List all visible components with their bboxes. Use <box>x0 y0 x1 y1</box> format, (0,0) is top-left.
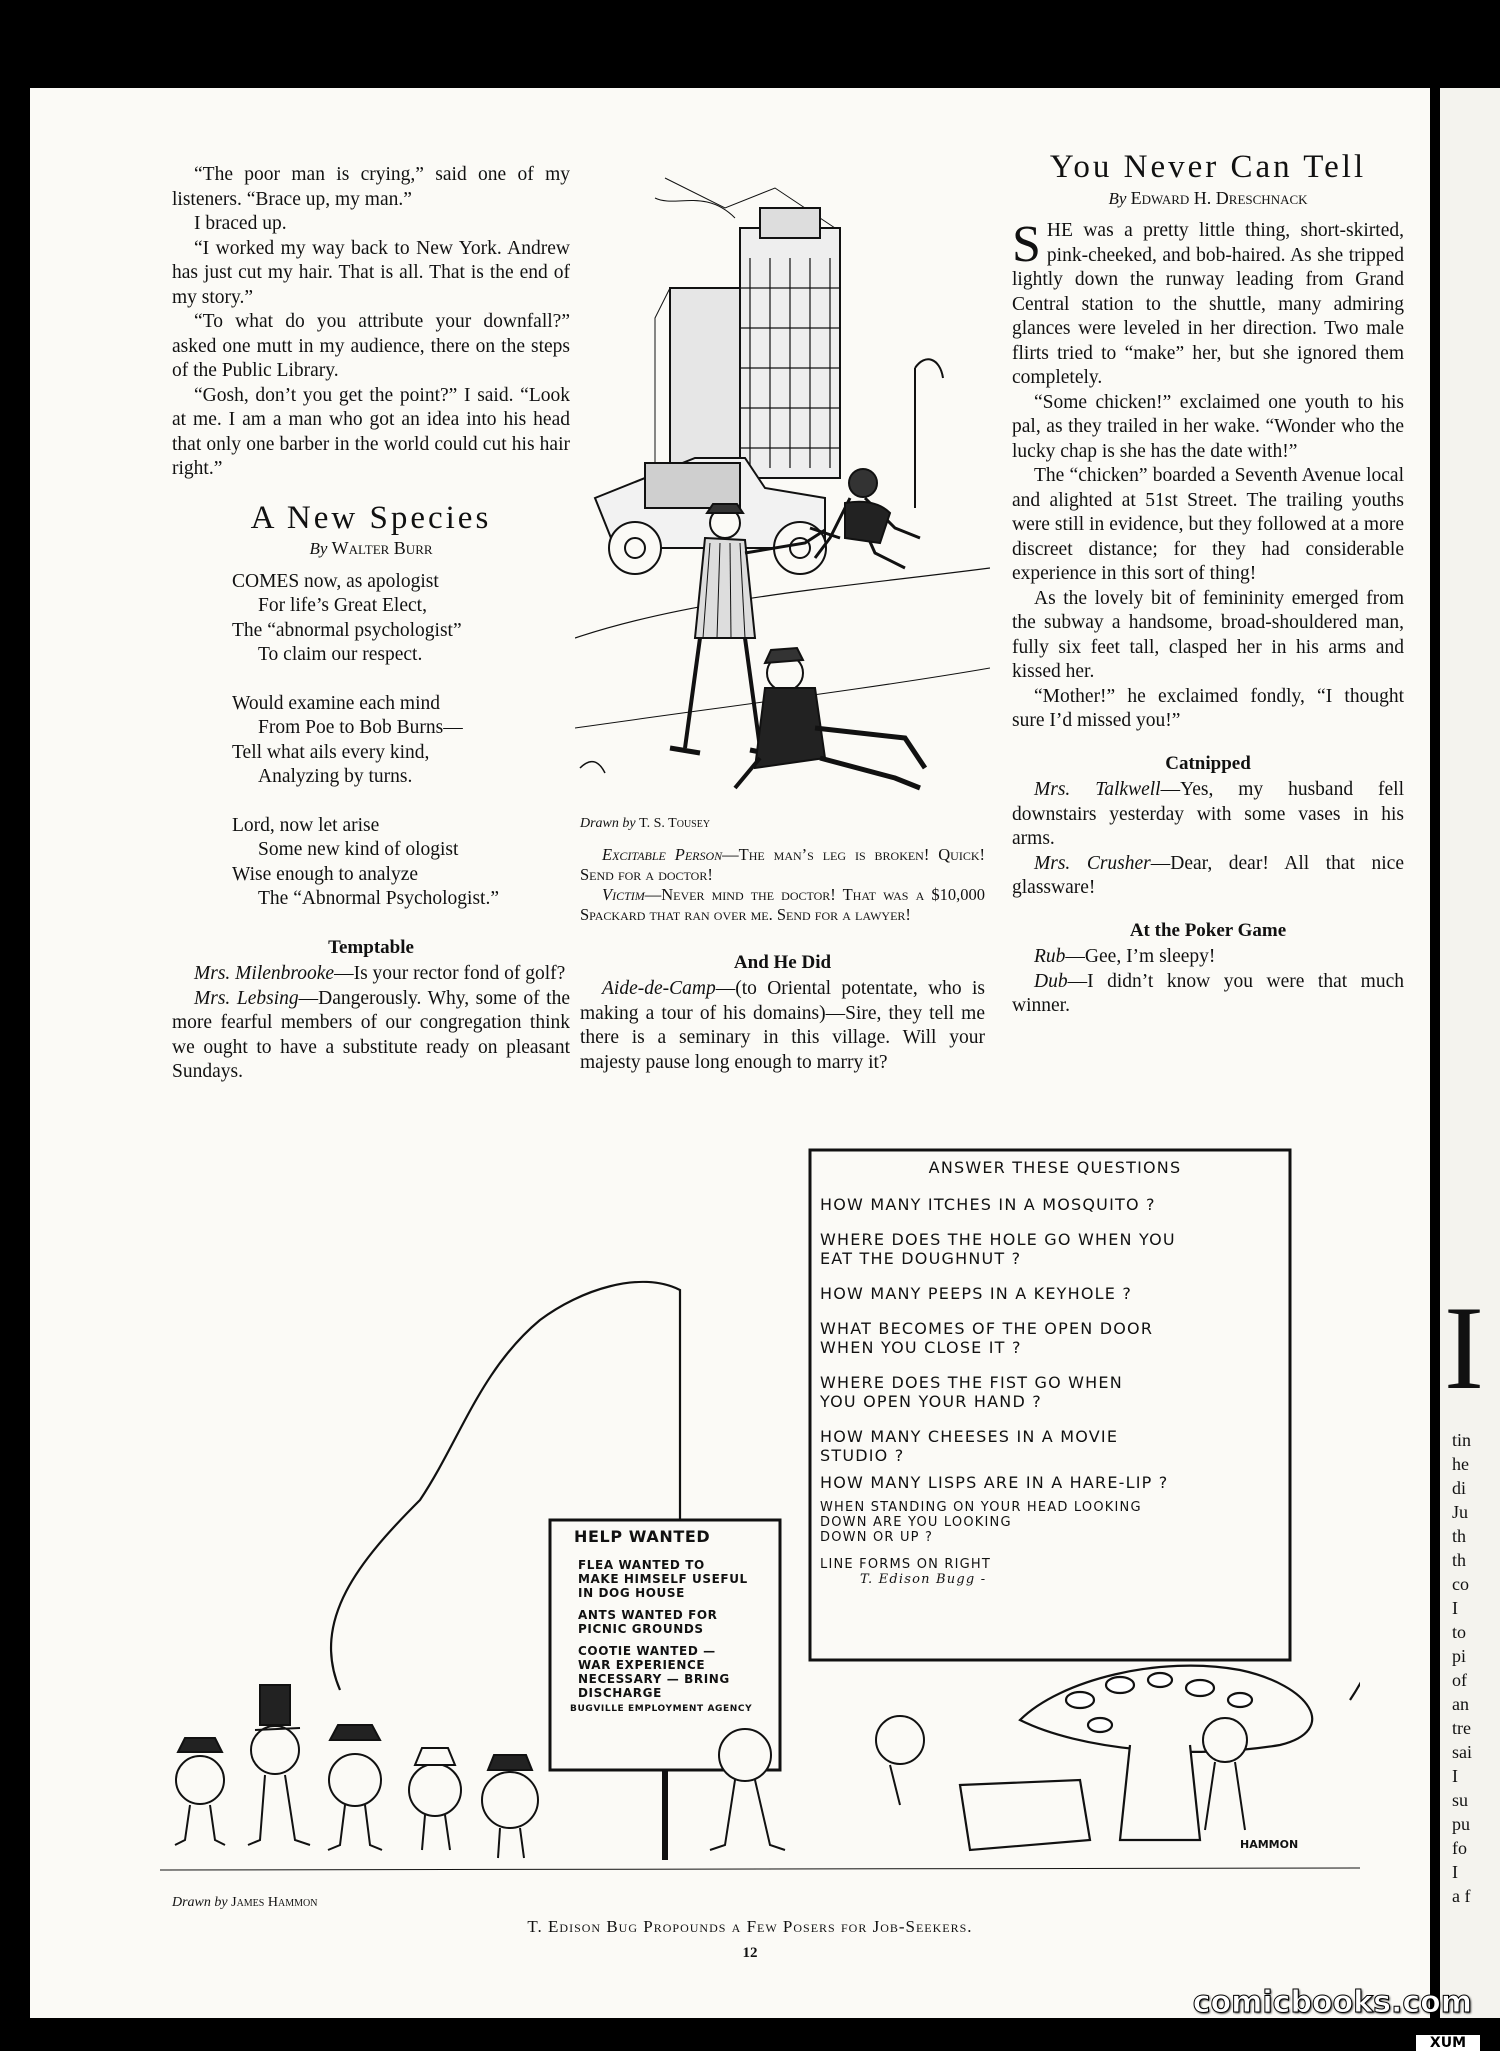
story-paragraph: “I worked my way back to New York. Andrew has just cut my hair. That is all. That is the end of my story.” <box>172 237 570 308</box>
story-paragraph: “To what do you attribute your downfall?” asked one mutt in my audience, there on the steps of the Public Library. <box>172 311 570 381</box>
questions-board <box>820 1158 1290 1587</box>
poem-line: Would examine each mind <box>232 692 440 714</box>
column-middle <box>580 812 985 1075</box>
column-left <box>172 163 570 1085</box>
artist-signature: HAMMON <box>1240 1838 1299 1851</box>
drop-cap: S <box>1012 216 1041 273</box>
poem-line: Tell what ails every kind, <box>232 741 430 763</box>
poem-title: A New Species <box>250 499 492 536</box>
site-watermark: comicbooks.com <box>1192 1985 1472 2020</box>
joke-title: At the Poker Game <box>1129 919 1287 941</box>
joke-line: Mrs. Talkwell—Yes, my husband fell downstairs yesterday with some vases in his arms. <box>1012 779 1404 849</box>
poem-line: Some new kind of ologist <box>258 839 459 860</box>
help-wanted-item: COOTIE WANTED — WAR EXPERIENCE NECESSARY — BRING DISCHARGE <box>578 1644 730 1700</box>
facing-page-text: tin he di Ju th th co I to pi of an tre sai I su pu fo I a f <box>1452 1430 1472 1906</box>
poem-stanza <box>172 570 570 668</box>
cartoon-caption: T. Edison Bug Propounds a Few Posers for Job-Seekers. <box>527 1917 973 1936</box>
question: HOW MANY ITCHES IN A MOSQUITO ? <box>820 1195 1156 1214</box>
story-title: You Never Can Tell <box>1049 149 1367 185</box>
joke-line: Rub—Gee, I’m sleepy! <box>1034 946 1216 967</box>
caption-line: Excitable Person—The man’s leg is broken! Quick! Send for a doctor! <box>580 844 985 884</box>
story-paragraph: “Some chicken!” exclaimed one youth to his pal, as they trailed in her wake. “Wonder who the lucky chap is she has the date with!” <box>1012 391 1404 462</box>
joke-line: Mrs. Lebsing—Dangerously. Why, some of the more fearful members of our congregation think we ought to have a substitute ready on pleasant Sundays. <box>172 987 571 1082</box>
line-forms-note: LINE FORMS ON RIGHT <box>820 1557 992 1572</box>
story-paragraph: “Gosh, don’t you get the point?” I said. “Look at me. I am a man who got an idea into his head that only one barber in the world could cut his hair right.” <box>172 384 570 479</box>
story-paragraph: “Mother!” he exclaimed fondly, “I thought sure I’d missed you!” <box>1012 685 1404 731</box>
question: WHERE DOES THE HOLE GO WHEN YOU EAT THE DOUGHNUT ? <box>820 1230 1176 1268</box>
poem-byline: By Walter Burr <box>309 538 433 558</box>
joke-line: Mrs. Milenbrooke—Is your rector fond of golf? <box>194 963 566 984</box>
poem-line: Analyzing by turns. <box>258 766 413 787</box>
help-wanted-item: FLEA WANTED TO MAKE HIMSELF USEFUL IN DOG HOUSE <box>578 1558 748 1600</box>
story-paragraph: “The poor man is crying,” said one of my listeners. “Brace up, my man.” <box>172 164 570 210</box>
joke-line: Dub—I didn’t know you were that much winner. <box>1012 970 1404 1016</box>
question: HOW MANY PEEPS IN A KEYHOLE ? <box>820 1284 1133 1303</box>
question: HOW MANY LISPS ARE IN A HARE-LIP ? <box>820 1473 1169 1492</box>
question: HOW MANY CHEESES IN A MOVIE STUDIO ? <box>820 1427 1119 1465</box>
poem-stanza <box>172 692 570 790</box>
facing-page-big-letter: I <box>1444 1281 1484 1414</box>
page-number: 12 <box>742 1945 758 1961</box>
poem-line: Wise enough to analyze <box>232 863 419 885</box>
story-paragraph: The “chicken” boarded a Seventh Avenue local and alighted at 51st Street. The trailing youths were still in evidence, but they followed at a more discreet distance; for they had considerable experience in this sort of thing! <box>1012 465 1404 584</box>
help-wanted-item: ANTS WANTED FOR PICNIC GROUNDS <box>578 1608 718 1636</box>
poem-stanza <box>172 814 570 912</box>
story-byline: By Edward H. Dreschnack <box>1108 187 1308 208</box>
help-wanted-sign <box>560 1527 775 1714</box>
cartoon-credit: Drawn by James Hammon <box>172 1895 318 1910</box>
story-paragraph: As the lovely bit of femininity emerged from the subway a handsome, broad-shouldered man, fully six feet tall, clasped her in his arms and kissed her. <box>1012 587 1404 682</box>
poem-line: The “Abnormal Psychologist.” <box>258 888 499 909</box>
question: WHERE DOES THE FIST GO WHEN YOU OPEN YOUR HAND ? <box>820 1373 1123 1411</box>
street-accident-illustration <box>575 168 990 808</box>
story-paragraph: SHE was a pretty little thing, short-skirted, pink-cheeked, and bob-haired. As she tripped lightly down the runway leading from Grand Central station to the shuttle, many admiring glances were leveled in her direction. Two male flirts tried to “make” her, but she ignored them completely. <box>1012 216 1404 388</box>
question: WHAT BECOMES OF THE OPEN DOOR WHEN YOU CLOSE IT ? <box>820 1319 1154 1357</box>
joke-title: And He Did <box>733 951 832 973</box>
illustration-credit: Drawn by T. S. Tousey <box>580 816 711 831</box>
poem-line: The “abnormal psychologist” <box>232 619 462 641</box>
joke-title: Catnipped <box>1165 752 1251 774</box>
help-wanted-footer: BUGVILLE EMPLOYMENT AGENCY <box>570 1704 753 1714</box>
facing-page-edge <box>1440 88 1500 2018</box>
corner-tag: XUM <box>1416 2035 1480 2051</box>
joke-title: Temptable <box>328 936 414 958</box>
column-right <box>1012 149 1404 1019</box>
caption-line: Victim—Never mind the doctor! That was a $10,000 Spackard that ran over me. Send for a lawyer! <box>580 884 985 924</box>
joke-line: Aide-de-Camp—(to Oriental potentate, who is making a tour of his domains)—Sire, they tell me there is a seminary in this village. Will your majesty pause long enough to marry it? <box>580 978 985 1073</box>
board-title: ANSWER THESE QUESTIONS <box>928 1158 1182 1177</box>
board-signature: T. Edison Bugg - <box>860 1572 987 1587</box>
joke-line: Mrs. Crusher—Dear, dear! All that nice glassware! <box>1012 852 1404 898</box>
poem-line: Lord, now let arise <box>232 814 380 836</box>
poem-line: For life’s Great Elect, <box>258 595 427 616</box>
poem-line: From Poe to Bob Burns— <box>258 717 463 738</box>
poem-line: To claim our respect. <box>258 644 423 665</box>
story-paragraph: I braced up. <box>194 213 287 234</box>
help-wanted-title: HELP WANTED <box>574 1527 711 1546</box>
poem-line: COMES now, as apologist <box>232 570 439 592</box>
question: WHEN STANDING ON YOUR HEAD LOOKING DOWN ARE YOU LOOKING DOWN OR UP ? <box>820 1500 1142 1545</box>
